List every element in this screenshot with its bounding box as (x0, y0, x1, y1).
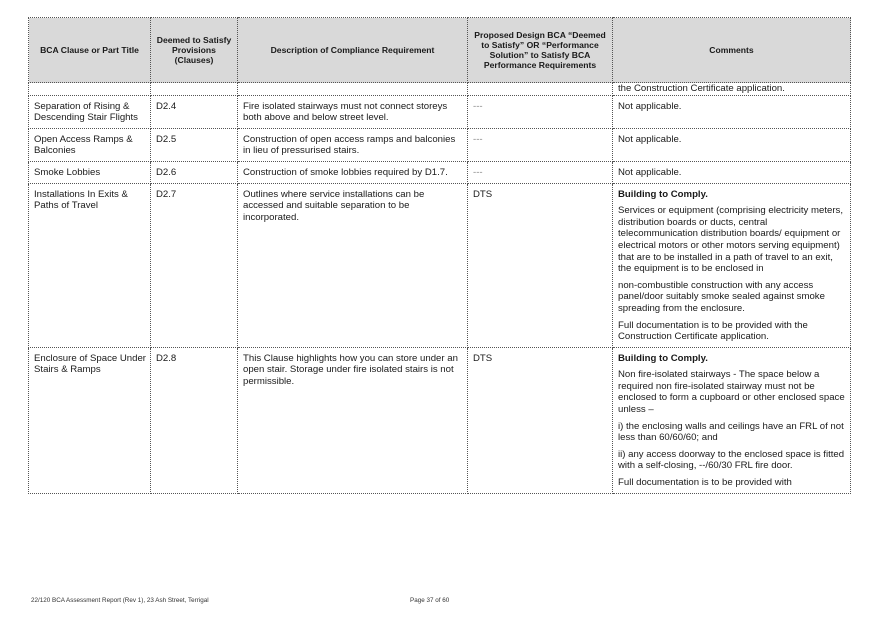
footer-document-reference: 22/120 BCA Assessment Report (Rev 1), 23 Ash Street, Terrigal (31, 597, 209, 604)
row-description: Construction of open access ramps and balconies in lieu of pressurised stairs. (238, 128, 468, 161)
comment-paragraph: i) the enclosing walls and ceilings have an FRL of not less than 60/60/60; and (618, 420, 844, 444)
footer-page-number: Page 37 of 60 (410, 597, 450, 604)
table-row (29, 128, 851, 161)
comment-paragraph: Not applicable. (618, 133, 682, 145)
row-proposed: --- (468, 161, 613, 183)
comment-paragraph: Not applicable. (618, 166, 682, 178)
comment-paragraph: Services or equipment (comprising electricity meters, distribution boards or ducts, central telecommunication distribution boards/ equipment or electrical motors or other motors serving equipment) that are to be installed in a path of travel to an exit, the equipment is to be enclosed in (618, 205, 843, 275)
table-row-continuation (29, 83, 851, 96)
row-clause: D2.6 (151, 161, 238, 183)
row-comments (613, 95, 851, 128)
comment-paragraph: non-combustible construction with any access panel/door suitably smoke sealed against smoke spreading from the enclosure. (618, 279, 825, 314)
row-title: Smoke Lobbies (29, 161, 151, 183)
row-proposed: DTS (468, 347, 613, 493)
row-description: Construction of smoke lobbies required by D1.7. (238, 161, 468, 183)
continuation-comment: the Construction Certificate application. (613, 83, 851, 96)
row-title: Enclosure of Space Under Stairs & Ramps (29, 347, 151, 493)
row-title: Open Access Ramps & Balconies (29, 128, 151, 161)
table-row (29, 161, 851, 183)
row-proposed: --- (468, 128, 613, 161)
header-comments: Comments (613, 18, 851, 83)
row-clause: D2.7 (151, 183, 238, 347)
header-proposed-design: Proposed Design BCA “Deemed to Satisfy” OR “Performance Solution” to Satisfy BCA Performance Requirements (468, 18, 613, 83)
table-row (29, 347, 851, 493)
row-clause: D2.4 (151, 95, 238, 128)
comment-paragraph: Full documentation is to be provided with (618, 477, 792, 489)
row-title: Installations In Exits & Paths of Travel (29, 183, 151, 347)
comment-paragraph: Not applicable. (618, 100, 682, 112)
row-comments (613, 183, 851, 347)
table-row (29, 183, 851, 347)
row-description: Outlines where service installations can be accessed and suitable separation to be incorporated. (238, 183, 468, 347)
header-dts-provisions: Deemed to Satisfy Provisions (Clauses) (151, 18, 238, 83)
row-proposed: --- (468, 95, 613, 128)
comment-paragraph: Non fire-isolated stairways - The space below a required non fire-isolated stairway must not be enclosed to form a cupboard or other enclosed space unless – (618, 369, 845, 416)
row-clause: D2.5 (151, 128, 238, 161)
comment-paragraph: ii) any access doorway to the enclosed space is fitted with a self-closing, --/60/30 FRL fire door. (618, 448, 845, 472)
header-clause-title: BCA Clause or Part Title (29, 18, 151, 83)
header-description: Description of Compliance Requirement (238, 18, 468, 83)
row-description: Fire isolated stairways must not connect storeys both above and below street level. (238, 95, 468, 128)
row-clause: D2.8 (151, 347, 238, 493)
row-proposed: DTS (468, 183, 613, 347)
row-comments (613, 128, 851, 161)
row-comments (613, 161, 851, 183)
comment-heading: Building to Comply. (618, 352, 708, 364)
comment-paragraph: Full documentation is to be provided with the Construction Certificate application. (618, 319, 808, 343)
row-title: Separation of Rising & Descending Stair Flights (29, 95, 151, 128)
compliance-table (28, 17, 851, 494)
row-description: This Clause highlights how you can store under an open stair. Storage under fire isolated stairs is not permissible. (238, 347, 468, 493)
table-row (29, 95, 851, 128)
table-header-row (29, 18, 851, 83)
comment-heading: Building to Comply. (618, 188, 708, 200)
row-comments (613, 347, 851, 493)
